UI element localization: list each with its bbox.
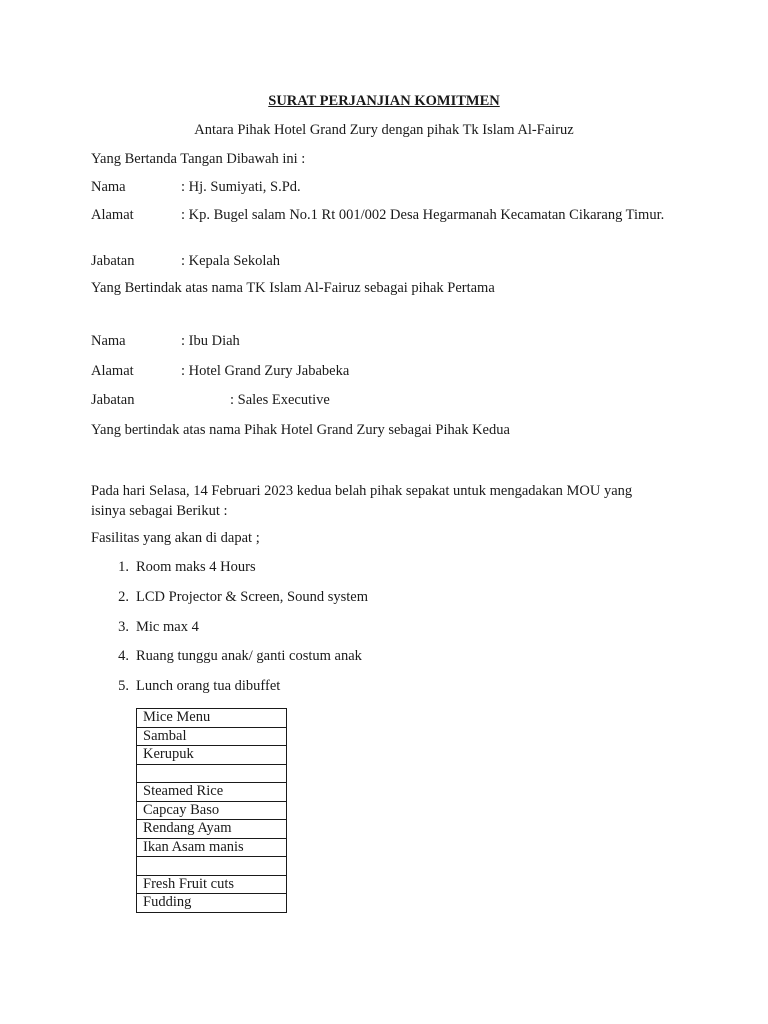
facility-text: Lunch orang tua dibuffet <box>136 678 281 694</box>
menu-table <box>136 708 287 913</box>
table-row <box>137 746 287 765</box>
menu-cell: Fresh Fruit cuts <box>137 875 287 894</box>
facility-number: 2. <box>118 588 129 605</box>
agreement-paragraph: Pada hari Selasa, 14 Februari 2023 kedua belah pihak sepakat untuk mengadakan MOU yang isinya sebagai Berikut : <box>91 483 633 519</box>
menu-cell: Fudding <box>137 894 287 913</box>
table-row <box>137 838 287 857</box>
table-row <box>137 857 287 876</box>
facility-number: 4. <box>118 648 129 665</box>
party2-statement: Yang bertindak atas nama Pihak Hotel Grand Zury sebagai Pihak Kedua <box>91 422 510 438</box>
table-row <box>137 783 287 802</box>
menu-cell: Capcay Baso <box>137 801 287 820</box>
menu-cell: Kerupuk <box>137 746 287 765</box>
party2-alamat-label: Alamat <box>91 363 134 379</box>
party2-jabatan-value: : Sales Executive <box>230 392 330 408</box>
table-row <box>137 875 287 894</box>
party1-nama-value: : Hj. Sumiyati, S.Pd. <box>181 179 301 195</box>
party1-nama-label: Nama <box>91 179 126 195</box>
table-row <box>137 894 287 913</box>
party1-jabatan-label: Jabatan <box>91 253 135 269</box>
facility-number: 1. <box>118 559 129 575</box>
party2-nama-value: : Ibu Diah <box>181 333 240 349</box>
party1-statement: Yang Bertindak atas nama TK Islam Al-Fairuz sebagai pihak Pertama <box>91 280 495 296</box>
document-title: SURAT PERJANJIAN KOMITMEN <box>268 93 500 109</box>
menu-cell: Rendang Ayam <box>137 820 287 839</box>
table-row <box>137 820 287 839</box>
party1-alamat-label: Alamat <box>91 207 134 223</box>
menu-cell <box>137 857 287 876</box>
facility-number: 3. <box>118 618 129 635</box>
menu-cell: Sambal <box>137 727 287 746</box>
document-subtitle: Antara Pihak Hotel Grand Zury dengan pihak Tk Islam Al-Fairuz <box>194 122 574 138</box>
party2-jabatan-label: Jabatan <box>91 392 135 408</box>
party2-nama-label: Nama <box>91 333 126 349</box>
table-row <box>137 727 287 746</box>
menu-cell: Steamed Rice <box>137 783 287 802</box>
facility-text: LCD Projector & Screen, Sound system <box>136 588 368 605</box>
table-row <box>137 709 287 728</box>
facility-number: 5. <box>118 678 129 694</box>
menu-cell: Mice Menu <box>137 709 287 728</box>
party1-alamat-row <box>91 205 677 225</box>
menu-cell <box>137 764 287 783</box>
facility-text: Mic max 4 <box>136 618 199 635</box>
facilities-heading: Fasilitas yang akan di dapat ; <box>91 530 260 546</box>
party1-jabatan-value: : Kepala Sekolah <box>181 253 281 269</box>
intro-text: Yang Bertanda Tangan Dibawah ini : <box>91 151 306 167</box>
facility-text: Room maks 4 Hours <box>136 559 256 575</box>
party2-alamat-value: : Hotel Grand Zury Jababeka <box>181 363 350 379</box>
facility-text: Ruang tunggu anak/ ganti costum anak <box>136 648 362 665</box>
party1-alamat-value: : Kp. Bugel salam No.1 Rt 001/002 Desa Hegarmanah Kecamatan Cikarang Timur. <box>181 207 665 223</box>
table-row <box>137 764 287 783</box>
table-row <box>137 801 287 820</box>
menu-cell: Ikan Asam manis <box>137 838 287 857</box>
